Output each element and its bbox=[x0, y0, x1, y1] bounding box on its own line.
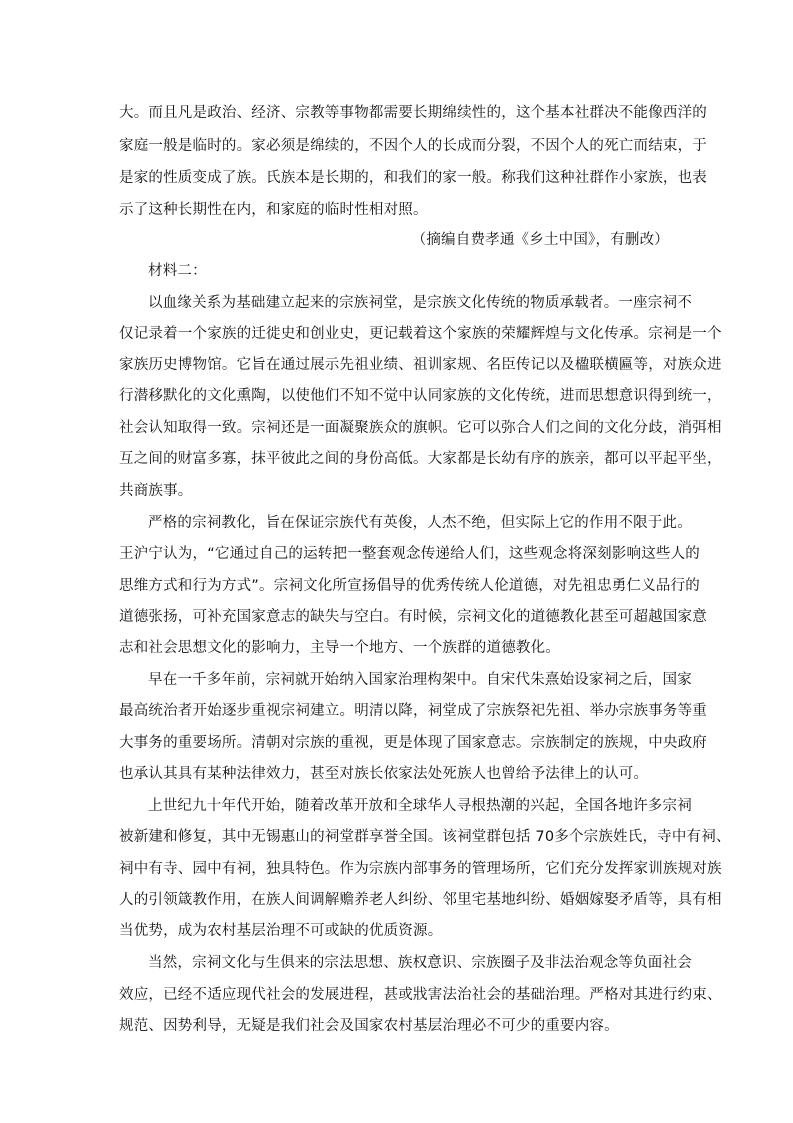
paragraph-line: 大事务的重要场所。清朝对宗族的重视，更是体现了国家意志。宗族制定的族规，中央政府 bbox=[119, 735, 707, 751]
paragraph-line: 当然，宗祠文化与生俱来的宗法思想、族权意识、宗族圈子及非法治观念等负面社会 bbox=[148, 955, 692, 971]
paragraph-line: 祠中有寺、园中有祠，独具特色。作为宗族内部事务的管理场所，它们充分发挥家训族规对族 bbox=[119, 861, 722, 877]
paragraph-line: 早在一千多年前，宗祠就开始纳入国家治理构架中。自宋代朱熹始设家祠之后，国家 bbox=[148, 672, 692, 688]
paragraph-line: 家庭一般是临时的。家必须是绵续的，不因个人的长成而分裂，不因个人的死亡而结束，于 bbox=[119, 138, 707, 154]
paragraph-line: 规范、因势利导，无疑是我们社会及国家农村基层治理必不可少的重要内容。 bbox=[119, 1018, 619, 1034]
paragraph-line: 示了这种长期性在内，和家庭的临时性相对照。 bbox=[119, 202, 428, 218]
paragraph-line: 被新建和修复，其中无锡惠山的祠堂群享誉全国。该祠堂群包括 70多个宗族姓氏，寺中有祠、 bbox=[119, 829, 731, 845]
paragraph-line: 道德张扬，可补充国家意志的缺失与空白。有时候，宗祠文化的道德教化甚至可超越国家意 bbox=[119, 609, 707, 625]
paragraph-line: 以血缘关系为基础建立起来的宗族祠堂，是宗族文化传统的物质承载者。一座宗祠不 bbox=[148, 295, 692, 311]
paragraph-line: 思维方式和行为方式”。宗祠文化所宣扬倡导的优秀传统人伦道德，对先祖忠勇仁义品行的 bbox=[119, 578, 701, 594]
paragraph-line: 社会认知取得一致。宗祠还是一面凝聚族众的旗帜。它可以弥合人们之间的文化分歧，消弭相 bbox=[119, 420, 722, 436]
paragraph-line: 仅记录着一个家族的迁徙史和创业史，更记载着这个家族的荣耀辉煌与文化传承。宗祠是一个 bbox=[119, 326, 722, 342]
paragraph-line: 严格的宗祠教化，旨在保证宗族代有英俊，人杰不绝，但实际上它的作用不限于此。 bbox=[148, 515, 692, 531]
paragraph-line: 人的引领箴教作用，在族人间调解赡养老人纠纷、邻里宅基地纠纷、婚姻嫁娶矛盾等，具有相 bbox=[119, 892, 722, 908]
paragraph-line: 志和社会思想文化的影响力，主导一个地方、一个族群的道德教化。 bbox=[119, 640, 560, 656]
paragraph-line: 行潜移默化的文化熏陶，以使他们不知不觉中认同家族的文化传统，进而思想意识得到统一， bbox=[119, 388, 722, 404]
paragraph-line: 互之间的财富多寡，抹平彼此之间的身份高低。大家都是长幼有序的族亲，都可以平起平坐， bbox=[119, 451, 722, 467]
paragraph-line: 最高统治者开始逐步重视宗祠建立。明清以降，祠堂成了宗族祭祀先祖、举办宗族事务等重 bbox=[119, 703, 707, 719]
paragraph-line: 效应，已经不适应现代社会的发展进程，甚或戕害法治社会的基础治理。严格对其进行约束、 bbox=[119, 987, 722, 1003]
paragraph-line: 是家的性质变成了族。氏族本是长期的，和我们的家一般。称我们这种社群作小家族，也表 bbox=[119, 170, 707, 186]
paragraph-line: 大。而且凡是政治、经济、宗教等事物都需要长期绵续性的，这个基本社群决不能像西洋的 bbox=[119, 105, 707, 121]
paragraph-line: 王沪宁认为，“它通过自己的运转把一整套观念传递给人们，这些观念将深刻影响这些人的 bbox=[119, 546, 701, 562]
paragraph-line: 家族历史博物馆。它旨在通过展示先祖业绩、祖训家规、名臣传记以及楹联横匾等，对族众进 bbox=[119, 357, 722, 373]
paragraph-line: 当优势，成为农村基层治理不可或缺的优质资源。 bbox=[119, 923, 443, 939]
section-heading: 材料二： bbox=[148, 263, 207, 279]
paragraph-line: 也承认其具有某种法律效力，甚至对族长依家法处死族人也曾给予法律上的认可。 bbox=[119, 766, 649, 782]
paragraph-line: 共商族事。 bbox=[119, 483, 193, 499]
paragraph-line: 上世纪九十年代开始，随着改革开放和全球华人寻根热潮的兴起，全国各地许多宗祠 bbox=[148, 798, 692, 814]
source-citation: （摘编自费孝通《乡土中国》，有删改） bbox=[411, 232, 669, 248]
